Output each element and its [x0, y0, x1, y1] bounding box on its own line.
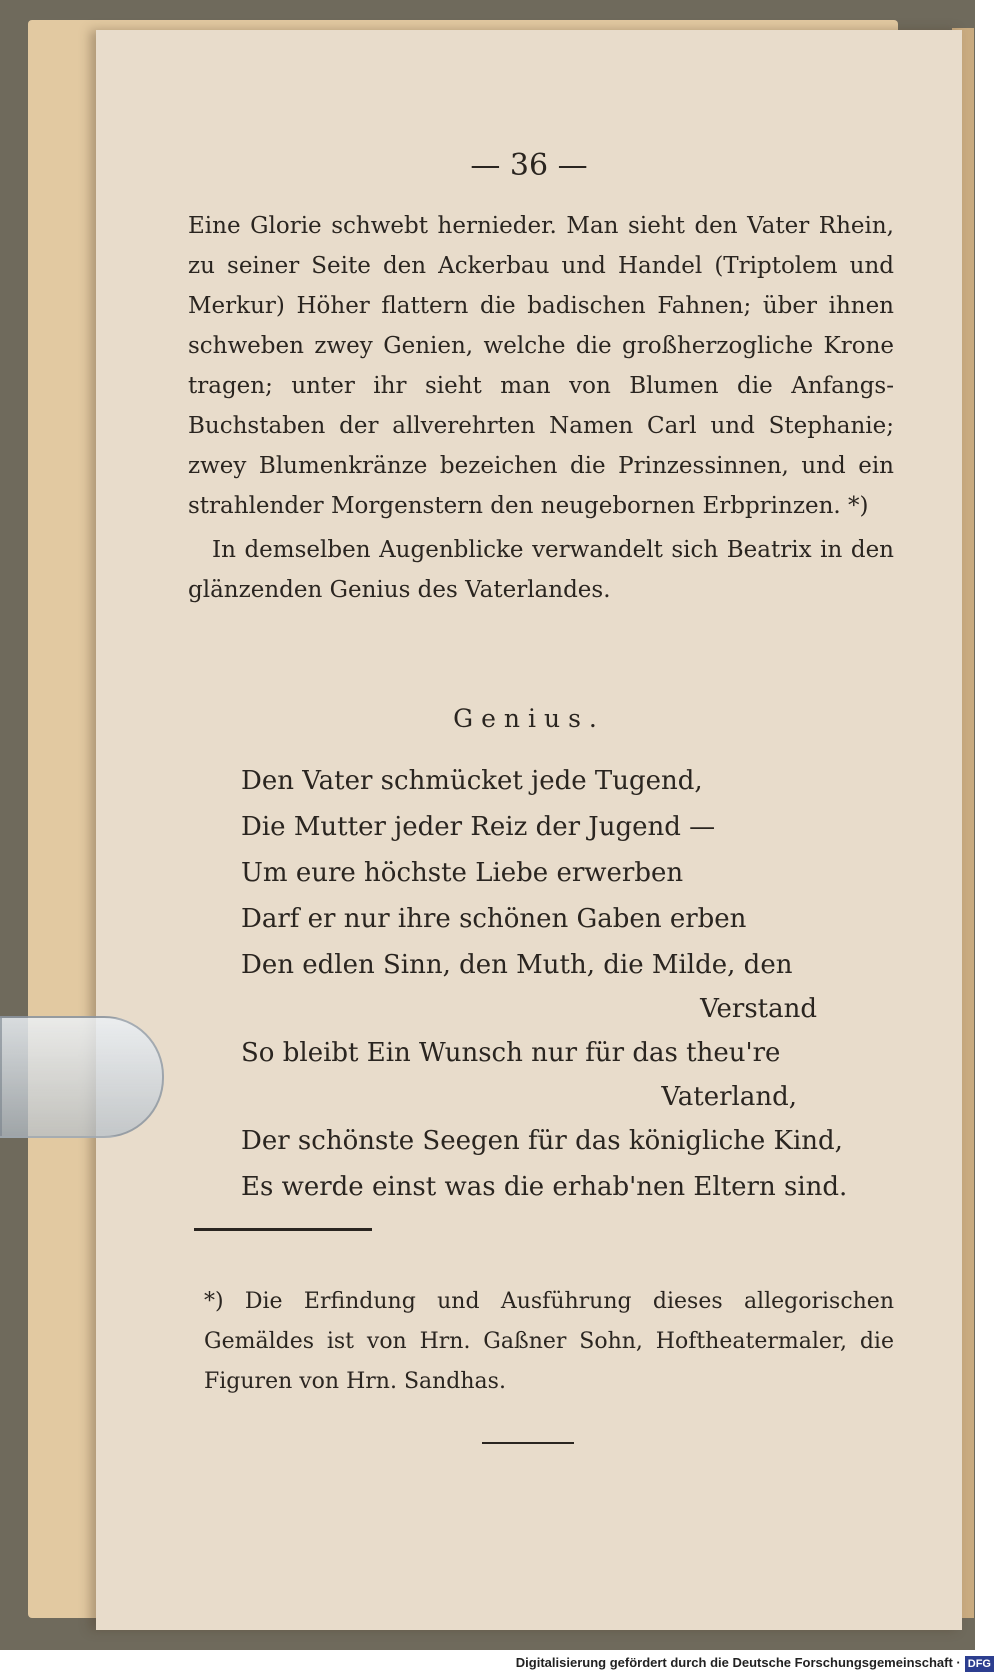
dfg-logo: DFG [965, 1656, 994, 1672]
footnote: *) Die Erfindung und Ausführung dieses allegorischen Gemäldes ist von Hrn. Gaßner Sohn, Hoftheatermaler, die Figuren von Hrn. Sandhas. [204, 1289, 894, 1394]
verse-block [241, 758, 897, 1210]
end-rule [482, 1442, 574, 1444]
paragraph: In demselben Augenblicke verwandelt sich Beatrix in den glänzenden Genius des Vaterlandes. [188, 537, 894, 603]
verse-line: Darf er nur ihre schönen Gaben erben [241, 904, 747, 934]
page-number-header: — 36 — [470, 148, 588, 183]
book-page [96, 30, 962, 1630]
body-text [188, 206, 894, 610]
page-clip [0, 1016, 164, 1138]
verse-line: So bleibt Ein Wunsch nur für das theu're [241, 1038, 781, 1068]
paragraph: Eine Glorie schwebt hernieder. Man sieht den Vater Rhein, zu seiner Seite den Ackerbau und Handel (Triptolem und Merkur) Höher flattern die badischen Fahnen; über ihnen schweben zwey Genien, welche die großherzogliche Krone tragen; unter ihr sieht man von Blumen die Anfangs-Buchstaben der allverehrten Namen Carl und Stephanie; zwey Blumenkränze bezeichen die Prinzessinnen, und ein strahlender Morgenstern den neugebornen Erbprinzen. *) [188, 213, 894, 519]
verse-line: Den edlen Sinn, den Muth, die Milde, den [241, 950, 793, 980]
footnote-divider [194, 1228, 372, 1231]
verse-line-continuation: Verstand [700, 994, 817, 1024]
verse-line-continuation: Vaterland, [661, 1082, 797, 1112]
verse-line: Den Vater schmücket jede Tugend, [241, 766, 703, 796]
verse-line: Um eure höchste Liebe erwerben [241, 858, 684, 888]
verse-line: Der schönste Seegen für das königliche Kind, [241, 1126, 843, 1156]
speaker-heading: Genius. [453, 704, 605, 733]
verse-line: Die Mutter jeder Reiz der Jugend — [241, 812, 716, 842]
verse-line: Es werde einst was die erhab'nen Eltern sind. [241, 1172, 848, 1202]
credit-text: Digitalisierung gefördert durch die Deutsche Forschungsgemeinschaft · [515, 1655, 961, 1670]
digitization-credit [516, 1652, 994, 1674]
